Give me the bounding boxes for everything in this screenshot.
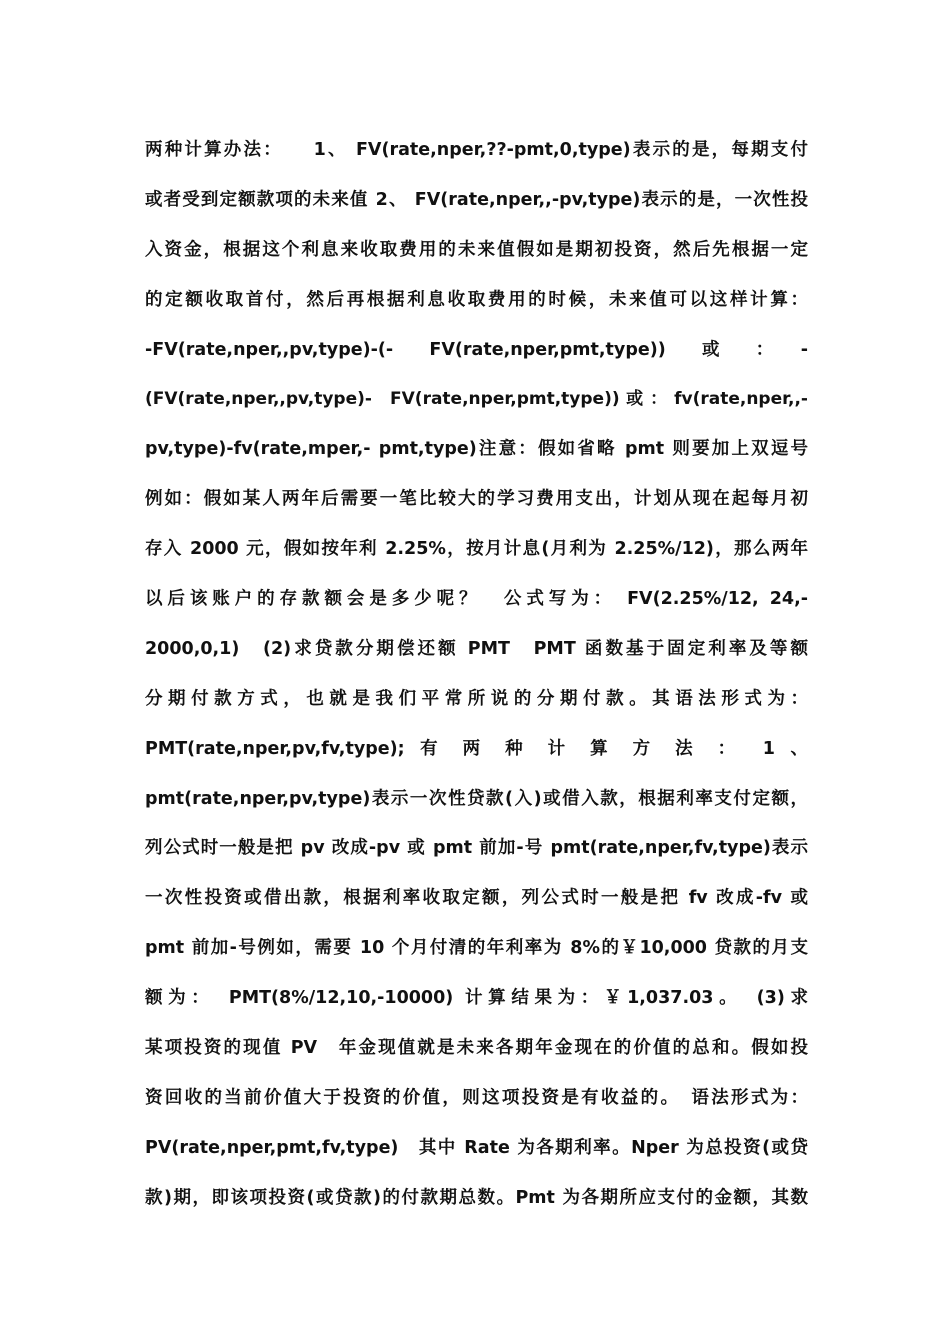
text-line-9: 存入 2000 元，假如按年利 2.25%，按月计息(月利为 2.25%/12)，那么两年: [145, 539, 808, 560]
text-line-10: 以后该账户的存款额会是多少呢？ 公式写为： FV(2.25%/12, 24,-: [145, 589, 808, 610]
text-line-13: PMT(rate,nper,pv,fv,type); 有 两 种 计 算 方 法 ： 1 、: [145, 738, 808, 759]
text-line-22: 款)期，即该项投资(或贷款)的付款期总数。Pmt 为各期所应支付的金额，其数: [145, 1187, 808, 1208]
text-line-12: 分期付款方式，也就是我们平常所说的分期付款。其语法形式为：: [145, 688, 808, 709]
text-line-15: 列公式时一般是把 pv 改成-pv 或 pmt 前加-号 pmt(rate,nper,fv,type)表示: [145, 838, 808, 859]
text-line-18: 额为： PMT(8%/12,10,-10000) 计算结果为：￥1,037.03。 (3)求: [145, 988, 808, 1009]
text-line-5: -FV(rate,nper,,pv,type)-(- FV(rate,nper,pmt,type)) 或 ： -: [145, 339, 808, 360]
text-line-21: PV(rate,nper,pmt,fv,type) 其中 Rate 为各期利率。Nper 为总投资(或贷: [145, 1137, 808, 1158]
text-line-16: 一次性投资或借出款，根据利率收取定额，列公式时一般是把 fv 改成-fv 或: [145, 888, 808, 909]
text-line-4: 的定额收取首付，然后再根据利息收取费用的时候，未来值可以这样计算：: [145, 289, 808, 310]
text-line-7: pv,type)-fv(rate,mper,- pmt,type)注意：假如省略 pmt 则要加上双逗号: [145, 439, 808, 460]
text-line-14: pmt(rate,nper,pv,type)表示一次性贷款(入)或借入款，根据利率支付定额，: [145, 788, 808, 809]
text-line-2: 或者受到定额款项的未来值 2、 FV(rate,nper,,-pv,type)表示的是，一次性投: [145, 189, 808, 210]
text-line-3: 入资金，根据这个利息来收取费用的未来值假如是期初投资，然后先根据一定: [145, 239, 808, 260]
text-line-11: 2000,0,1) (2)求贷款分期偿还额 PMT PMT 函数基于固定利率及等额: [145, 638, 808, 659]
text-line-20: 资回收的当前价值大于投资的价值，则这项投资是有收益的。 语法形式为：: [145, 1087, 808, 1108]
text-line-1: 两种计算办法： 1、 FV(rate,nper,??-pmt,0,type)表示的是，每期支付: [145, 140, 808, 160]
text-line-17: pmt 前加-号例如，需要 10 个月付清的年利率为 8%的￥10,000 贷款的月支: [145, 938, 808, 959]
text-line-8: 例如：假如某人两年后需要一笔比较大的学习费用支出，计划从现在起每月初: [145, 489, 808, 510]
text-line-19: 某项投资的现值 PV 年金现值就是未来各期年金现在的价值的总和。假如投: [145, 1038, 808, 1059]
text-line-6: (FV(rate,nper,,pv,type)- FV(rate,nper,pmt,type)) 或 ： fv(rate,nper,,-: [145, 389, 808, 410]
body-text: [145, 126, 808, 1224]
